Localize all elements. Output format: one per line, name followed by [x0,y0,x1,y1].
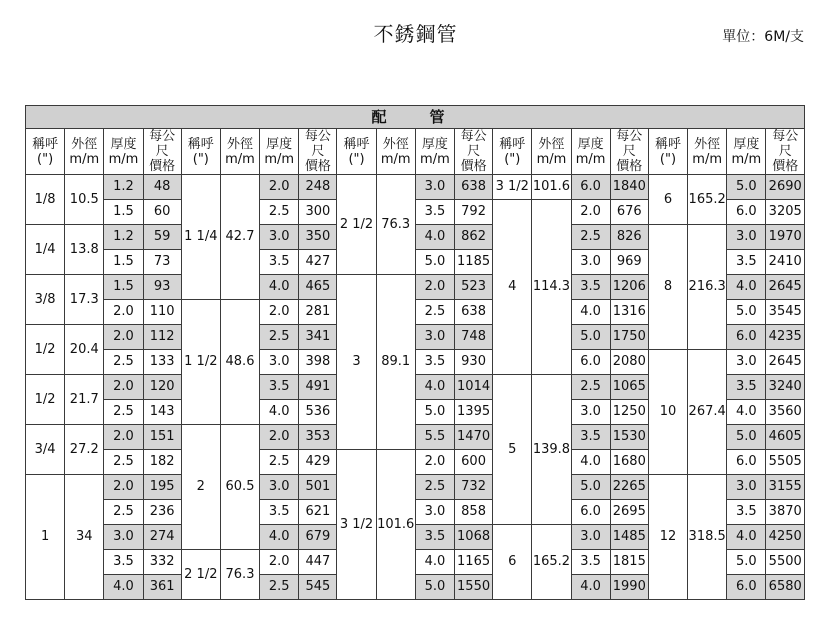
thickness-cell: 4.0 [104,575,143,600]
col-header-line: 價格 [460,159,487,174]
table-row [26,475,805,500]
thickness-cell: 1.5 [104,275,143,300]
thickness-cell: 4.0 [571,575,610,600]
price-per-meter-cell: 236 [143,500,181,525]
thickness-cell: 1.5 [104,200,143,225]
thickness-cell: 2.0 [104,475,143,500]
thickness-cell: 2.0 [104,375,143,400]
thickness-cell: 2.0 [260,175,299,200]
thickness-cell: 1.5 [104,250,143,275]
price-per-meter-cell: 748 [455,325,493,350]
col-header-line: m/m [69,151,100,167]
section-title: 配 管 [26,106,805,129]
thickness-cell: 4.0 [571,300,610,325]
thickness-cell: 4.0 [260,400,299,425]
price-per-meter-cell: 792 [455,200,493,225]
thickness-cell: 4.0 [727,400,766,425]
price-per-meter-cell: 676 [610,200,648,225]
price-per-meter-cell: 826 [610,225,648,250]
thickness-cell: 3.5 [415,350,454,375]
outer-diameter-cell: 216.3 [688,225,727,350]
nominal-size-cell: 3/4 [26,425,65,475]
col-header-line: (") [504,151,521,167]
col-header-line: (") [37,151,54,167]
col-header-od [532,129,571,175]
nominal-size-cell: 2 1/2 [181,550,220,600]
outer-diameter-cell: 17.3 [65,275,104,325]
outer-diameter-cell: 165.2 [688,175,727,225]
nominal-size-cell: 1 [26,475,65,600]
outer-diameter-cell: 114.3 [532,200,571,375]
col-header-line: 價格 [304,159,331,174]
col-header-line: m/m [692,151,723,167]
thickness-cell: 5.0 [727,300,766,325]
thickness-cell: 2.5 [260,200,299,225]
price-per-meter-cell: 195 [143,475,181,500]
pipe-price-table [25,105,805,600]
thickness-cell: 1.2 [104,175,143,200]
col-header-line: 每公尺 [616,129,643,159]
thickness-cell: 2.0 [415,450,454,475]
price-per-meter-cell: 398 [299,350,337,375]
price-per-meter-cell: 182 [143,450,181,475]
col-header-nominal [181,129,220,175]
thickness-cell: 2.5 [260,575,299,600]
price-per-meter-cell: 2645 [766,275,805,300]
thickness-cell: 3.5 [727,250,766,275]
price-per-meter-cell: 3205 [766,200,805,225]
col-header-thickness [260,129,299,175]
thickness-cell: 3.0 [727,350,766,375]
outer-diameter-cell: 165.2 [532,525,571,600]
thickness-cell: 5.0 [727,425,766,450]
thickness-cell: 3.5 [571,550,610,575]
price-per-meter-cell: 5500 [766,550,805,575]
nominal-size-cell: 3 1/2 [493,175,532,200]
price-per-meter-cell: 60 [143,200,181,225]
nominal-size-cell: 1 1/4 [181,175,220,300]
nominal-size-cell: 2 1/2 [337,175,376,275]
thickness-cell: 2.5 [260,325,299,350]
col-header-price [143,129,181,175]
col-header-line: 厚度 [577,136,604,152]
price-per-meter-cell: 429 [299,450,337,475]
nominal-size-cell: 2 [181,425,220,550]
table-row [26,225,805,250]
thickness-cell: 2.5 [571,225,610,250]
thickness-cell: 2.5 [104,500,143,525]
thickness-cell: 3.5 [260,250,299,275]
outer-diameter-cell: 76.3 [376,175,415,275]
price-per-meter-cell: 3155 [766,475,805,500]
price-per-meter-cell: 1014 [455,375,493,400]
price-per-meter-cell: 110 [143,300,181,325]
price-per-meter-cell: 491 [299,375,337,400]
thickness-cell: 5.0 [727,550,766,575]
outer-diameter-cell: 10.5 [65,175,104,225]
price-per-meter-cell: 1065 [610,375,648,400]
thickness-cell: 2.0 [260,300,299,325]
price-per-meter-cell: 300 [299,200,337,225]
col-header-price [455,129,493,175]
col-header-line: 稱呼 [32,136,59,152]
col-header-line: 厚度 [110,136,137,152]
col-header-price [610,129,648,175]
col-header-line: m/m [225,151,255,167]
thickness-cell: 3.5 [571,275,610,300]
price-per-meter-cell: 112 [143,325,181,350]
col-header-thickness [415,129,454,175]
nominal-size-cell: 12 [648,475,687,600]
price-per-meter-cell: 1530 [610,425,648,450]
price-per-meter-cell: 4235 [766,325,805,350]
thickness-cell: 3.0 [571,525,610,550]
price-per-meter-cell: 1840 [610,175,648,200]
price-per-meter-cell: 2645 [766,350,805,375]
nominal-size-cell: 10 [648,350,687,475]
col-header-line: 每公尺 [149,129,176,159]
thickness-cell: 2.5 [104,350,143,375]
price-per-meter-cell: 2080 [610,350,648,375]
price-per-meter-cell: 6580 [766,575,805,600]
outer-diameter-cell: 318.5 [688,475,727,600]
thickness-cell: 4.0 [415,550,454,575]
price-per-meter-cell: 5505 [766,450,805,475]
price-per-meter-cell: 353 [299,425,337,450]
thickness-cell: 3.5 [415,525,454,550]
price-per-meter-cell: 1250 [610,400,648,425]
thickness-cell: 2.0 [104,325,143,350]
nominal-size-cell: 3 [337,275,376,450]
outer-diameter-cell: 20.4 [65,325,104,375]
thickness-cell: 6.0 [727,575,766,600]
price-per-meter-cell: 1068 [455,525,493,550]
col-header-line: 每公尺 [304,129,331,159]
thickness-cell: 4.0 [415,375,454,400]
thickness-cell: 3.5 [571,425,610,450]
col-header-line: m/m [575,151,606,167]
price-per-meter-cell: 2695 [610,500,648,525]
price-per-meter-cell: 1316 [610,300,648,325]
price-per-meter-cell: 2265 [610,475,648,500]
col-header-line: 外徑 [538,136,565,152]
thickness-cell: 3.5 [415,200,454,225]
thickness-cell: 3.0 [415,325,454,350]
price-per-meter-cell: 1815 [610,550,648,575]
outer-diameter-cell: 139.8 [532,375,571,525]
price-per-meter-cell: 120 [143,375,181,400]
price-per-meter-cell: 3870 [766,500,805,525]
col-header-line: m/m [264,151,295,167]
outer-diameter-cell: 89.1 [376,275,415,450]
col-header-line: 每公尺 [460,129,487,159]
price-per-meter-cell: 1206 [610,275,648,300]
thickness-cell: 2.0 [260,550,299,575]
col-header-od [376,129,415,175]
price-per-meter-cell: 151 [143,425,181,450]
outer-diameter-cell: 101.6 [532,175,571,200]
thickness-cell: 3.0 [571,400,610,425]
price-per-meter-cell: 1550 [455,575,493,600]
thickness-cell: 6.0 [727,450,766,475]
col-header-nominal [493,129,532,175]
col-header-line: 價格 [772,159,799,174]
col-header-line: m/m [108,151,139,167]
thickness-cell: 4.0 [260,525,299,550]
nominal-size-cell: 1/2 [26,325,65,375]
thickness-cell: 4.0 [415,225,454,250]
col-header-line: 外徑 [382,136,409,152]
thickness-cell: 6.0 [571,350,610,375]
col-header-od [65,129,104,175]
price-per-meter-cell: 732 [455,475,493,500]
price-per-meter-cell: 930 [455,350,493,375]
thickness-cell: 5.0 [571,475,610,500]
thickness-cell: 3.0 [571,250,610,275]
price-per-meter-cell: 341 [299,325,337,350]
col-header-line: m/m [731,151,762,167]
nominal-size-cell: 1 1/2 [181,300,220,425]
thickness-cell: 2.5 [104,400,143,425]
col-header-line: 每公尺 [772,129,799,159]
col-header-line: 價格 [149,159,176,174]
unit-label: 單位：6M/支 [722,29,804,45]
thickness-cell: 2.0 [104,425,143,450]
thickness-cell: 2.0 [571,200,610,225]
price-per-meter-cell: 1750 [610,325,648,350]
col-header-line: (") [348,151,365,167]
col-header-line: m/m [420,151,450,167]
price-per-meter-cell: 1680 [610,450,648,475]
price-per-meter-cell: 600 [455,450,493,475]
thickness-cell: 4.0 [260,275,299,300]
outer-diameter-cell: 27.2 [65,425,104,475]
thickness-cell: 2.5 [571,375,610,400]
price-per-meter-cell: 2410 [766,250,805,275]
price-per-meter-cell: 332 [143,550,181,575]
thickness-cell: 5.0 [571,325,610,350]
col-header-thickness [727,129,766,175]
col-header-line: (") [659,151,677,167]
col-header-line: 外徑 [71,136,98,152]
thickness-cell: 6.0 [727,200,766,225]
price-per-meter-cell: 427 [299,250,337,275]
price-per-meter-cell: 143 [143,400,181,425]
nominal-size-cell: 6 [493,525,532,600]
price-per-meter-cell: 621 [299,500,337,525]
price-per-meter-cell: 1185 [455,250,493,275]
col-header-line: m/m [380,151,411,167]
outer-diameter-cell: 13.8 [65,225,104,275]
thickness-cell: 4.0 [727,525,766,550]
table-row [26,350,805,375]
price-per-meter-cell: 1470 [455,425,493,450]
thickness-cell: 2.0 [260,425,299,450]
nominal-size-cell: 6 [648,175,687,225]
outer-diameter-cell: 267.4 [688,350,727,475]
outer-diameter-cell: 21.7 [65,375,104,425]
price-per-meter-cell: 2690 [766,175,805,200]
price-per-meter-cell: 523 [455,275,493,300]
thickness-cell: 3.5 [727,375,766,400]
thickness-cell: 2.0 [415,275,454,300]
price-per-meter-cell: 638 [455,175,493,200]
col-header-line: 厚度 [733,136,760,152]
thickness-cell: 3.5 [104,550,143,575]
outer-diameter-cell: 48.6 [220,300,259,425]
price-per-meter-cell: 350 [299,225,337,250]
price-per-meter-cell: 48 [143,175,181,200]
price-per-meter-cell: 447 [299,550,337,575]
price-per-meter-cell: 679 [299,525,337,550]
col-header-line: 稱呼 [654,136,681,152]
thickness-cell: 3.0 [104,525,143,550]
price-per-meter-cell: 545 [299,575,337,600]
thickness-cell: 3.5 [260,500,299,525]
thickness-cell: 3.0 [415,175,454,200]
thickness-cell: 3.0 [415,500,454,525]
col-header-line: (") [192,151,209,167]
thickness-cell: 2.5 [415,300,454,325]
nominal-size-cell: 3/8 [26,275,65,325]
thickness-cell: 2.5 [415,475,454,500]
thickness-cell: 6.0 [571,500,610,525]
outer-diameter-cell: 76.3 [220,550,259,600]
price-per-meter-cell: 3240 [766,375,805,400]
price-per-meter-cell: 1165 [455,550,493,575]
nominal-size-cell: 1/8 [26,175,65,225]
table-row [26,175,805,200]
price-per-meter-cell: 93 [143,275,181,300]
thickness-cell: 3.0 [260,475,299,500]
col-header-od [220,129,259,175]
col-header-nominal [337,129,376,175]
thickness-cell: 3.0 [260,350,299,375]
price-per-meter-cell: 4605 [766,425,805,450]
outer-diameter-cell: 42.7 [220,175,259,300]
thickness-cell: 6.0 [571,175,610,200]
col-header-line: 價格 [616,159,643,174]
col-header-line: 稱呼 [187,136,214,152]
thickness-cell: 5.0 [727,175,766,200]
price-per-meter-cell: 274 [143,525,181,550]
thickness-cell: 5.0 [415,250,454,275]
price-per-meter-cell: 1485 [610,525,648,550]
thickness-cell: 3.0 [260,225,299,250]
thickness-cell: 3.0 [727,225,766,250]
price-per-meter-cell: 4250 [766,525,805,550]
price-per-meter-cell: 969 [610,250,648,275]
thickness-cell: 2.0 [104,300,143,325]
thickness-cell: 3.5 [260,375,299,400]
thickness-cell: 5.0 [415,575,454,600]
col-header-line: 稱呼 [499,136,526,152]
thickness-cell: 5.0 [415,400,454,425]
price-per-meter-cell: 3545 [766,300,805,325]
price-per-meter-cell: 858 [455,500,493,525]
price-per-meter-cell: 133 [143,350,181,375]
thickness-cell: 2.5 [104,450,143,475]
col-header-line: m/m [536,151,567,167]
thickness-cell: 6.0 [727,325,766,350]
nominal-size-cell: 3 1/2 [337,450,376,600]
price-per-meter-cell: 465 [299,275,337,300]
nominal-size-cell: 4 [493,200,532,375]
thickness-cell: 4.0 [727,275,766,300]
col-header-od [688,129,727,175]
outer-diameter-cell: 34 [65,475,104,600]
col-header-thickness [571,129,610,175]
outer-diameter-cell: 60.5 [220,425,259,550]
price-per-meter-cell: 3560 [766,400,805,425]
col-header-nominal [648,129,687,175]
col-header-price [299,129,337,175]
col-header-line: 外徑 [694,136,721,152]
price-per-meter-cell: 638 [455,300,493,325]
price-per-meter-cell: 1395 [455,400,493,425]
outer-diameter-cell: 101.6 [376,450,415,600]
nominal-size-cell: 1/4 [26,225,65,275]
col-header-nominal [26,129,65,175]
nominal-size-cell: 8 [648,225,687,350]
col-header-line: 厚度 [421,136,448,152]
col-header-line: 厚度 [266,136,293,152]
nominal-size-cell: 5 [493,375,532,525]
price-per-meter-cell: 281 [299,300,337,325]
price-per-meter-cell: 862 [455,225,493,250]
thickness-cell: 2.5 [260,450,299,475]
price-per-meter-cell: 248 [299,175,337,200]
col-header-line: 外徑 [226,136,253,152]
thickness-cell: 1.2 [104,225,143,250]
col-header-price [766,129,805,175]
thickness-cell: 3.5 [727,500,766,525]
thickness-cell: 3.0 [727,475,766,500]
price-per-meter-cell: 1970 [766,225,805,250]
nominal-size-cell: 1/2 [26,375,65,425]
price-per-meter-cell: 59 [143,225,181,250]
col-header-line: 稱呼 [343,136,370,152]
price-per-meter-cell: 536 [299,400,337,425]
thickness-cell: 4.0 [571,450,610,475]
page-title: 不銹鋼管 [373,22,458,46]
price-per-meter-cell: 361 [143,575,181,600]
price-per-meter-cell: 1990 [610,575,648,600]
price-per-meter-cell: 73 [143,250,181,275]
price-per-meter-cell: 501 [299,475,337,500]
thickness-cell: 5.5 [415,425,454,450]
col-header-thickness [104,129,143,175]
